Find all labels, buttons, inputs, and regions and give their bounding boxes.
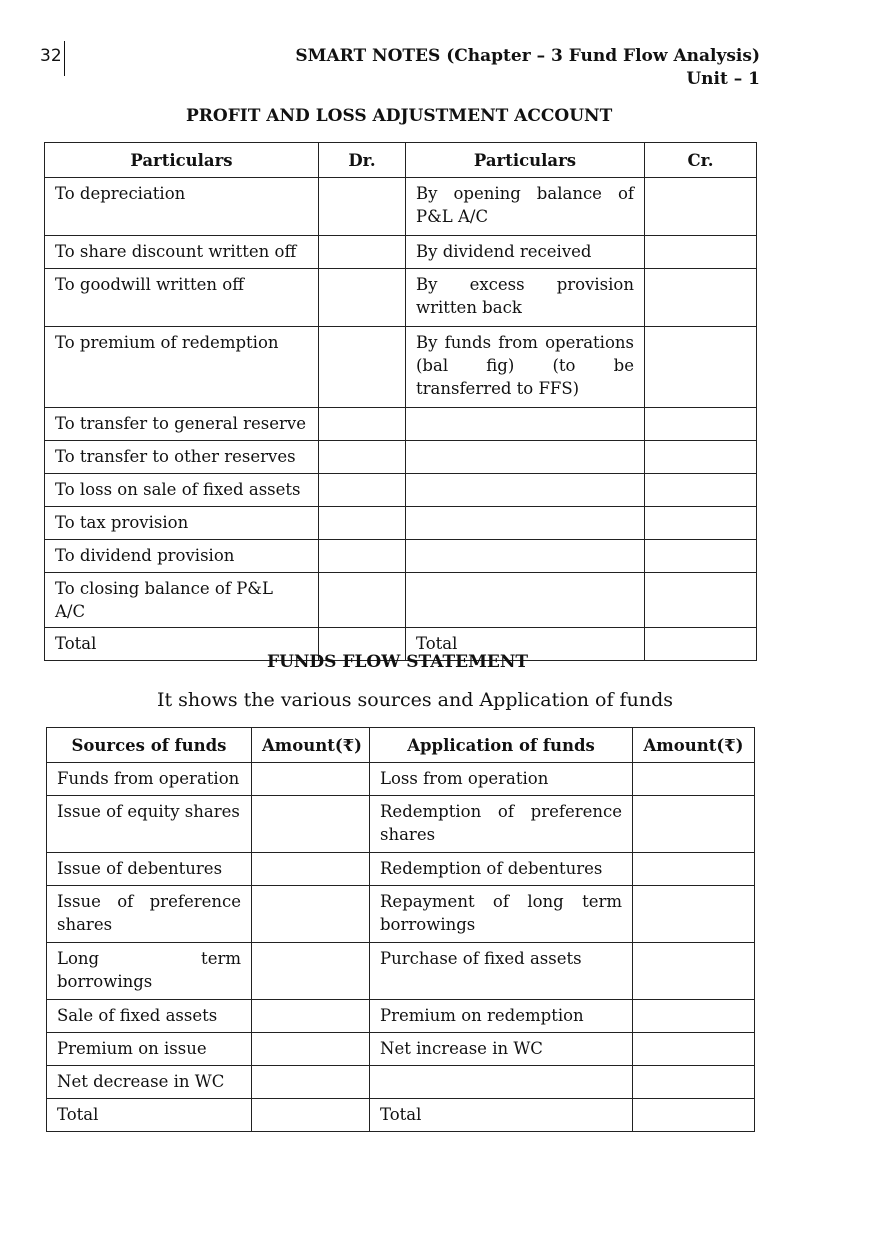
table-row	[47, 1066, 755, 1099]
page-number-rule	[64, 41, 65, 76]
dr-amount	[319, 441, 406, 474]
application-amount	[633, 763, 755, 796]
source-amount	[252, 763, 370, 796]
debit-particular: To closing balance of P&L A/C	[45, 573, 319, 628]
source-amount	[252, 1000, 370, 1033]
column-header: Particulars	[406, 143, 645, 178]
source-item: Funds from operation	[47, 763, 252, 796]
table-row	[47, 1000, 755, 1033]
table-row	[45, 573, 757, 628]
funds-flow-table	[46, 727, 755, 1132]
page-number: 32	[40, 46, 62, 66]
application-item: Loss from operation	[370, 763, 633, 796]
debit-particular: To depreciation	[45, 178, 319, 236]
column-header: Dr.	[319, 143, 406, 178]
table-row	[47, 796, 755, 853]
ffs-title: FUNDS FLOW STATEMENT	[267, 652, 529, 672]
debit-total-label: Total	[45, 628, 319, 661]
table-row	[45, 441, 757, 474]
cr-amount	[645, 573, 757, 628]
column-header: Amount(₹)	[633, 728, 755, 763]
credit-particular	[406, 507, 645, 540]
dr-amount	[319, 507, 406, 540]
credit-total-label: Total	[406, 628, 645, 661]
source-item: Issue of preference shares	[47, 886, 252, 943]
ffs-header-row	[47, 728, 755, 763]
table-row	[45, 540, 757, 573]
ffs-subtitle: It shows the various sources and Application of funds	[157, 689, 673, 711]
source-amount	[252, 1099, 370, 1132]
column-header: Particulars	[45, 143, 319, 178]
dr-amount	[319, 327, 406, 408]
dr-amount	[319, 178, 406, 236]
source-amount	[252, 943, 370, 1000]
pl-header-row	[45, 143, 757, 178]
column-header: Amount(₹)	[252, 728, 370, 763]
source-amount	[252, 1033, 370, 1066]
cr-amount	[645, 327, 757, 408]
dr-amount	[319, 474, 406, 507]
application-item: Purchase of fixed assets	[370, 943, 633, 1000]
source-amount	[252, 796, 370, 853]
table-row	[47, 886, 755, 943]
cr-amount	[645, 474, 757, 507]
header-title: SMART NOTES (Chapter – 3 Fund Flow Analysis)	[295, 46, 760, 66]
dr-amount	[319, 573, 406, 628]
column-header: Cr.	[645, 143, 757, 178]
source-item: Issue of equity shares	[47, 796, 252, 853]
application-amount	[633, 943, 755, 1000]
cr-amount	[645, 441, 757, 474]
credit-particular: By funds from operations (bal fig) (to be transferred to FFS)	[406, 327, 645, 408]
debit-particular: To share discount written off	[45, 236, 319, 269]
column-header: Application of funds	[370, 728, 633, 763]
header-unit: Unit – 1	[686, 69, 760, 89]
pl-adjustment-table	[44, 142, 757, 661]
table-row	[45, 408, 757, 441]
source-item: Net decrease in WC	[47, 1066, 252, 1099]
table-row	[45, 269, 757, 327]
total-row	[47, 1099, 755, 1132]
cr-amount	[645, 178, 757, 236]
dr-amount	[319, 269, 406, 327]
application-item: Redemption of debentures	[370, 853, 633, 886]
application-item: Premium on redemption	[370, 1000, 633, 1033]
debit-particular: To transfer to general reserve	[45, 408, 319, 441]
cr-amount	[645, 540, 757, 573]
table-row	[45, 236, 757, 269]
credit-particular: By opening balance of P&L A/C	[406, 178, 645, 236]
credit-particular	[406, 573, 645, 628]
application-item: Redemption of preference shares	[370, 796, 633, 853]
credit-particular	[406, 474, 645, 507]
column-header: Sources of funds	[47, 728, 252, 763]
credit-particular	[406, 540, 645, 573]
source-total-label: Total	[47, 1099, 252, 1132]
source-item: Issue of debentures	[47, 853, 252, 886]
cr-amount	[645, 628, 757, 661]
source-amount	[252, 886, 370, 943]
application-item	[370, 1066, 633, 1099]
debit-particular: To tax provision	[45, 507, 319, 540]
debit-particular: To loss on sale of fixed assets	[45, 474, 319, 507]
table-row	[45, 507, 757, 540]
debit-particular: To goodwill written off	[45, 269, 319, 327]
table-row	[45, 178, 757, 236]
application-amount	[633, 1000, 755, 1033]
pl-account-title: PROFIT AND LOSS ADJUSTMENT ACCOUNT	[186, 106, 613, 126]
application-total-label: Total	[370, 1099, 633, 1132]
table-row	[47, 763, 755, 796]
source-amount	[252, 853, 370, 886]
dr-amount	[319, 408, 406, 441]
application-amount	[633, 1066, 755, 1099]
table-row	[45, 327, 757, 408]
credit-particular	[406, 408, 645, 441]
cr-amount	[645, 269, 757, 327]
credit-particular: By dividend received	[406, 236, 645, 269]
table-row	[45, 474, 757, 507]
application-amount	[633, 796, 755, 853]
application-amount	[633, 853, 755, 886]
debit-particular: To dividend provision	[45, 540, 319, 573]
table-row	[47, 1033, 755, 1066]
debit-particular: To transfer to other reserves	[45, 441, 319, 474]
cr-amount	[645, 507, 757, 540]
application-item: Net increase in WC	[370, 1033, 633, 1066]
debit-particular: To premium of redemption	[45, 327, 319, 408]
dr-amount	[319, 540, 406, 573]
application-amount	[633, 1033, 755, 1066]
source-item: Sale of fixed assets	[47, 1000, 252, 1033]
application-item: Repayment of long term borrowings	[370, 886, 633, 943]
source-item: Long term borrowings	[47, 943, 252, 1000]
source-item: Premium on issue	[47, 1033, 252, 1066]
source-amount	[252, 1066, 370, 1099]
table-row	[47, 853, 755, 886]
cr-amount	[645, 236, 757, 269]
credit-particular	[406, 441, 645, 474]
application-amount	[633, 1099, 755, 1132]
application-amount	[633, 886, 755, 943]
cr-amount	[645, 408, 757, 441]
table-row	[47, 943, 755, 1000]
credit-particular: By excess provision written back	[406, 269, 645, 327]
dr-amount	[319, 236, 406, 269]
